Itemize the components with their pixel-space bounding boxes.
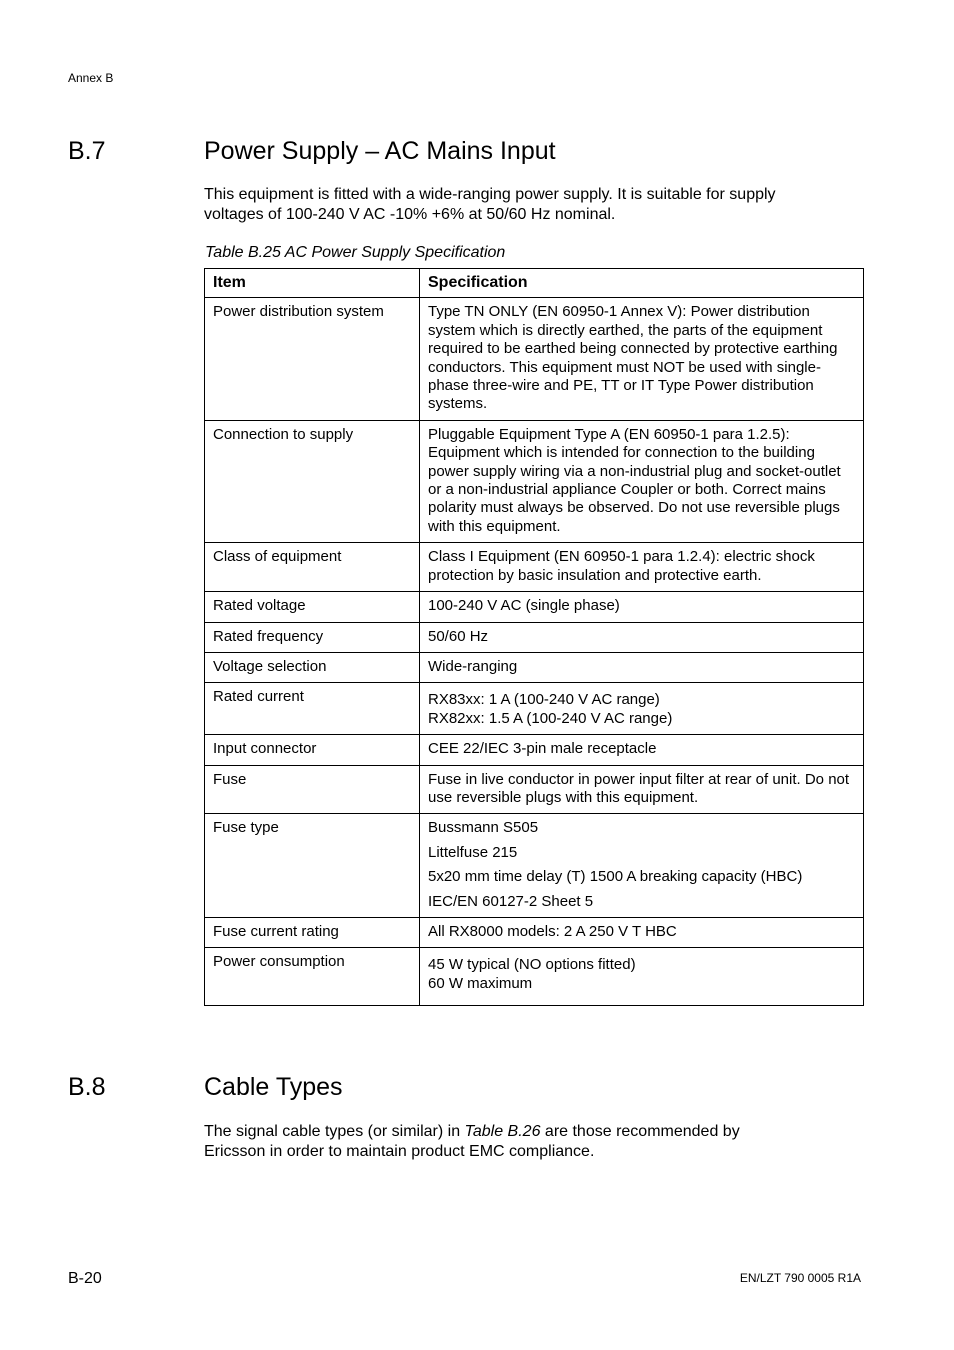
spec-cell [420,652,864,682]
intro-line: This equipment is fitted with a wide-ranging power supply. It is suitable for supply [204,186,776,203]
table-row [205,765,864,814]
spec-line: RX83xx: 1 A (100-240 V AC range) [428,691,660,709]
item-cell: Voltage selection [205,652,420,682]
spec-line: 50/60 Hz [428,627,489,645]
section-title-b8: Cable Types [204,1073,343,1101]
cable-text-line: The signal cable types (or similar) in Table B.26 are those recommended by [204,1123,740,1140]
table-row [205,652,864,682]
spec-cell [420,592,864,622]
page-number: B-20 [68,1270,102,1287]
header-item: Item [205,269,420,298]
table-row [205,683,864,735]
item-cell: Fuse [205,765,420,814]
table-header-row [205,269,864,298]
table-row [205,543,864,592]
spec-line: Fuse in live conductor in power input filter at rear of unit. Do not use reversible plugs with this equipment. [428,770,850,806]
spec-cell [420,917,864,947]
spec-line: RX82xx: 1.5 A (100-240 V AC range) [428,709,673,727]
item-cell: Rated frequency [205,622,420,652]
table-row [205,592,864,622]
section-b8-text [204,1122,864,1161]
item-cell: Power distribution system [205,298,420,420]
spec-cell [420,735,864,765]
table-row [205,298,864,420]
table-caption: Table B.25 AC Power Supply Specification [205,244,506,261]
spec-line: 5x20 mm time delay (T) 1500 A breaking capacity (HBC) [428,868,803,886]
spec-cell [420,420,864,542]
table-row [205,622,864,652]
item-cell: Input connector [205,735,420,765]
spec-line: Pluggable Equipment Type A (EN 60950-1 para 1.2.5): Equipment which is intended for connection to the building power supply wiring via a non-industrial plug and socket-outlet or a non-industrial appliance Coupler or both. Correct mains polarity must always be observed. Do not use reversible plugs with this equipment. [428,425,841,535]
header-specification: Specification [420,269,864,298]
spec-line: 100-240 V AC (single phase) [428,597,620,615]
spec-line: Bussmann S505 [428,819,539,837]
spec-cell [420,683,864,735]
table-row [205,420,864,542]
spec-line: 45 W typical (NO options fitted) [428,956,636,974]
item-cell: Rated voltage [205,592,420,622]
spec-cell [420,948,864,1006]
spec-cell [420,814,864,918]
intro-line: voltages of 100-240 V AC -10% +6% at 50/60 Hz nominal. [204,205,616,223]
item-cell: Class of equipment [205,543,420,592]
item-cell: Power consumption [205,948,420,1006]
spec-line: All RX8000 models: 2 A 250 V T HBC [428,922,677,940]
spec-line: 60 W maximum [428,974,533,992]
cable-text-line: Ericsson in order to maintain product EMC compliance. [204,1142,595,1160]
table-row [205,917,864,947]
section-title-b7: Power Supply – AC Mains Input [204,137,556,165]
section-number-b8: B.8 [68,1073,106,1101]
running-header: Annex B [68,71,114,85]
table-row [205,948,864,1006]
document-id: EN/LZT 790 0005 R1A [739,1271,861,1285]
spec-line: Littelfuse 215 [428,843,518,861]
spec-cell [420,298,864,420]
spec-line: IEC/EN 60127-2 Sheet 5 [428,892,594,910]
spec-line: Type TN ONLY (EN 60950-1 Annex V): Power distribution system which is directly earthed, the parts of the equipment required to be earthed being connected by protective earthing conductors. This equipment must NOT be used with single-phase three-wire and PE, TT or IT Type Power distribution systems. [428,303,838,413]
spec-line: Wide-ranging [428,657,518,675]
spec-cell [420,622,864,652]
table-row [205,814,864,918]
item-cell: Connection to supply [205,420,420,542]
item-cell: Rated current [205,683,420,735]
spec-cell [420,543,864,592]
item-cell: Fuse type [205,814,420,918]
spec-line: CEE 22/IEC 3-pin male receptacle [428,740,657,758]
spec-line: Class I Equipment (EN 60950-1 para 1.2.4): electric shock protection by basic insulation and protective earth. [428,548,815,584]
spec-cell [420,765,864,814]
section-b7-intro [204,185,864,224]
ac-power-spec-table [204,268,864,1006]
item-cell: Fuse current rating [205,917,420,947]
table-row [205,735,864,765]
section-number-b7: B.7 [68,137,106,165]
table-reference-link[interactable]: Table B.26 [464,1123,541,1140]
